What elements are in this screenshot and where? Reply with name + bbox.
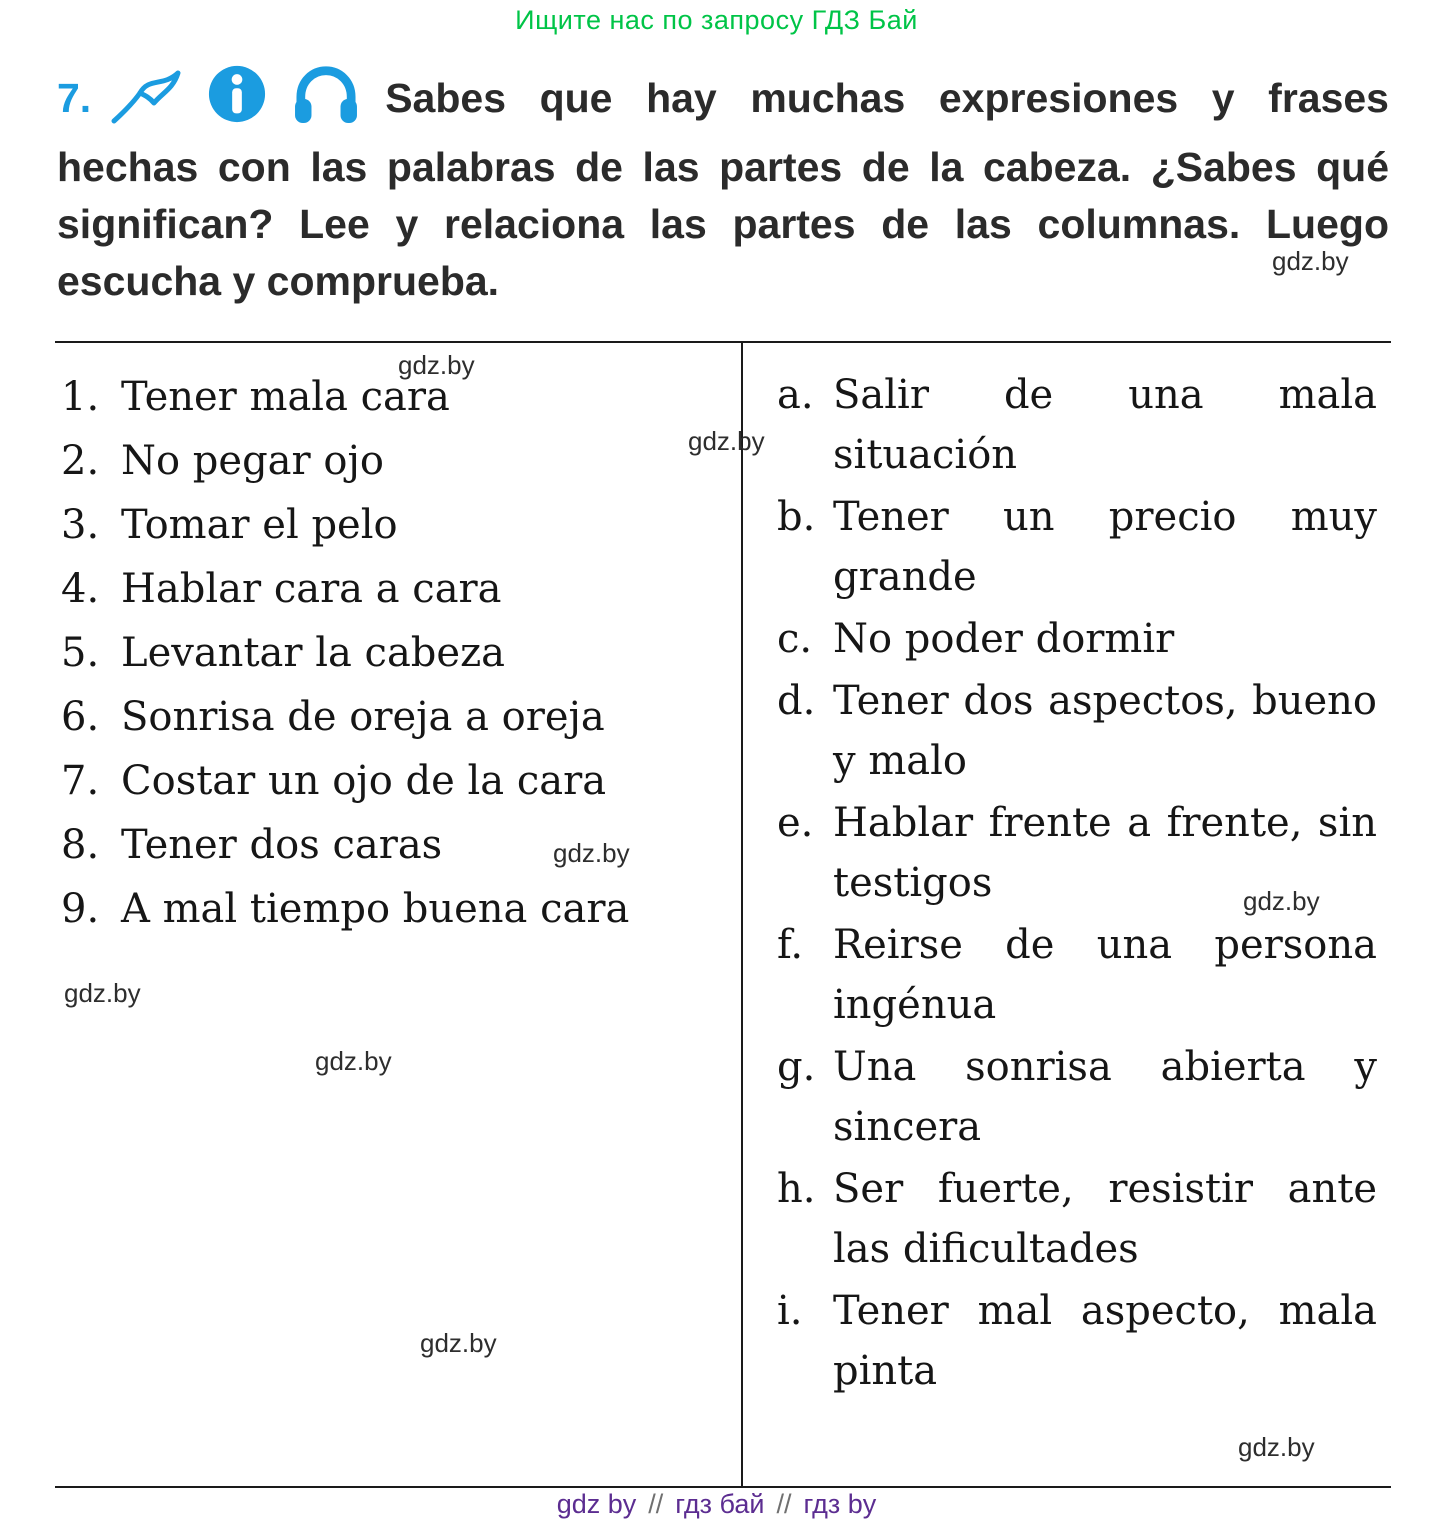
list-item — [61, 877, 729, 941]
watermark-gdzby: gdz.by — [1272, 246, 1349, 276]
watermark-gdzby: gdz.by — [1243, 886, 1320, 916]
item-text: No poder dormir — [833, 616, 1175, 662]
list-item — [777, 1281, 1377, 1401]
item-text: Tener un precio muy grande — [833, 494, 1377, 600]
footer-text-3: гдз by — [803, 1489, 877, 1519]
watermark-gdzby: gdz.by — [64, 978, 141, 1008]
item-marker: 9. — [61, 886, 100, 932]
list-item — [61, 557, 729, 621]
item-text: Salir de una mala situación — [833, 372, 1377, 478]
list-item — [777, 671, 1377, 791]
footer-separator: // — [648, 1489, 664, 1519]
watermark-gdzby: gdz.by — [1238, 1432, 1315, 1462]
item-marker: h. — [777, 1166, 816, 1212]
item-marker: 6. — [61, 694, 100, 740]
list-item — [777, 365, 1377, 485]
list-item — [61, 493, 729, 557]
matching-table — [55, 341, 1391, 1488]
list-item — [61, 429, 729, 493]
instruction-text: Sabes que hay muchas expresiones y frases hechas con las palabras de las partes de la cabeza. ¿Sabes qué significan? Lee y relaciona las partes de las columnas. Luego escucha y comprueba. — [57, 75, 1389, 304]
promo-banner: Ищите нас по запросу ГДЗ Бай — [515, 5, 918, 35]
item-text: Ser fuerte, resistir ante las dificultades — [833, 1166, 1377, 1272]
item-text: A mal tiempo buena cara — [121, 886, 630, 932]
footer-credits — [0, 1489, 1433, 1520]
item-text: Hablar cara a cara — [121, 566, 502, 612]
exercise-instruction — [57, 64, 1389, 310]
item-marker: f. — [777, 922, 804, 968]
item-marker: 7. — [61, 758, 100, 804]
item-text: No pegar ojo — [121, 438, 384, 484]
item-marker: 1. — [61, 374, 100, 420]
item-marker: g. — [777, 1044, 816, 1090]
item-text: Levantar la cabeza — [121, 630, 506, 676]
item-marker: 5. — [61, 630, 100, 676]
footer-text-2: гдз бай — [675, 1489, 765, 1519]
exercise-number: 7. — [57, 75, 92, 121]
item-marker: 3. — [61, 502, 100, 548]
item-text: Reirse de una persona ingénua — [833, 922, 1377, 1028]
item-text: Tener mala cara — [121, 374, 450, 420]
watermark-gdzby: gdz.by — [553, 838, 630, 868]
list-item — [61, 621, 729, 685]
item-text: Tener mal aspecto, mala pinta — [833, 1288, 1377, 1394]
list-item — [777, 915, 1377, 1035]
item-text: Sonrisa de oreja a oreja — [121, 694, 605, 740]
info-icon — [207, 64, 267, 139]
item-text: Costar un ojo de la cara — [121, 758, 607, 804]
item-marker: 2. — [61, 438, 100, 484]
item-marker: b. — [777, 494, 816, 540]
list-item — [777, 1159, 1377, 1279]
watermark-gdzby: gdz.by — [398, 350, 475, 380]
footer-separator: // — [776, 1489, 792, 1519]
item-marker: 4. — [61, 566, 100, 612]
list-item — [777, 487, 1377, 607]
list-item — [61, 685, 729, 749]
footer-text-1: gdz by — [556, 1489, 637, 1519]
item-marker: 8. — [61, 822, 100, 868]
item-text: Tener dos aspectos, bueno y malo — [833, 678, 1377, 784]
item-marker: d. — [777, 678, 816, 724]
list-item — [777, 609, 1377, 669]
watermark-gdzby: gdz.by — [315, 1046, 392, 1076]
watermark-gdzby: gdz.by — [688, 426, 765, 456]
item-marker: i. — [777, 1288, 803, 1334]
flag-icon — [107, 66, 183, 139]
list-item — [777, 1037, 1377, 1157]
item-text: Tener dos caras — [121, 822, 443, 868]
watermark-gdzby: gdz.by — [420, 1328, 497, 1358]
list-item — [61, 749, 729, 813]
list-item — [61, 365, 729, 429]
item-text: Tomar el pelo — [121, 502, 398, 548]
column-left — [55, 343, 741, 1486]
item-text: Una sonrisa abierta y sincera — [833, 1044, 1377, 1150]
item-marker: c. — [777, 616, 813, 662]
item-marker: e. — [777, 800, 814, 846]
item-marker: a. — [777, 372, 814, 418]
headphones-icon — [291, 64, 361, 139]
item-text: Hablar frente a frente, sin testigos — [833, 800, 1377, 906]
